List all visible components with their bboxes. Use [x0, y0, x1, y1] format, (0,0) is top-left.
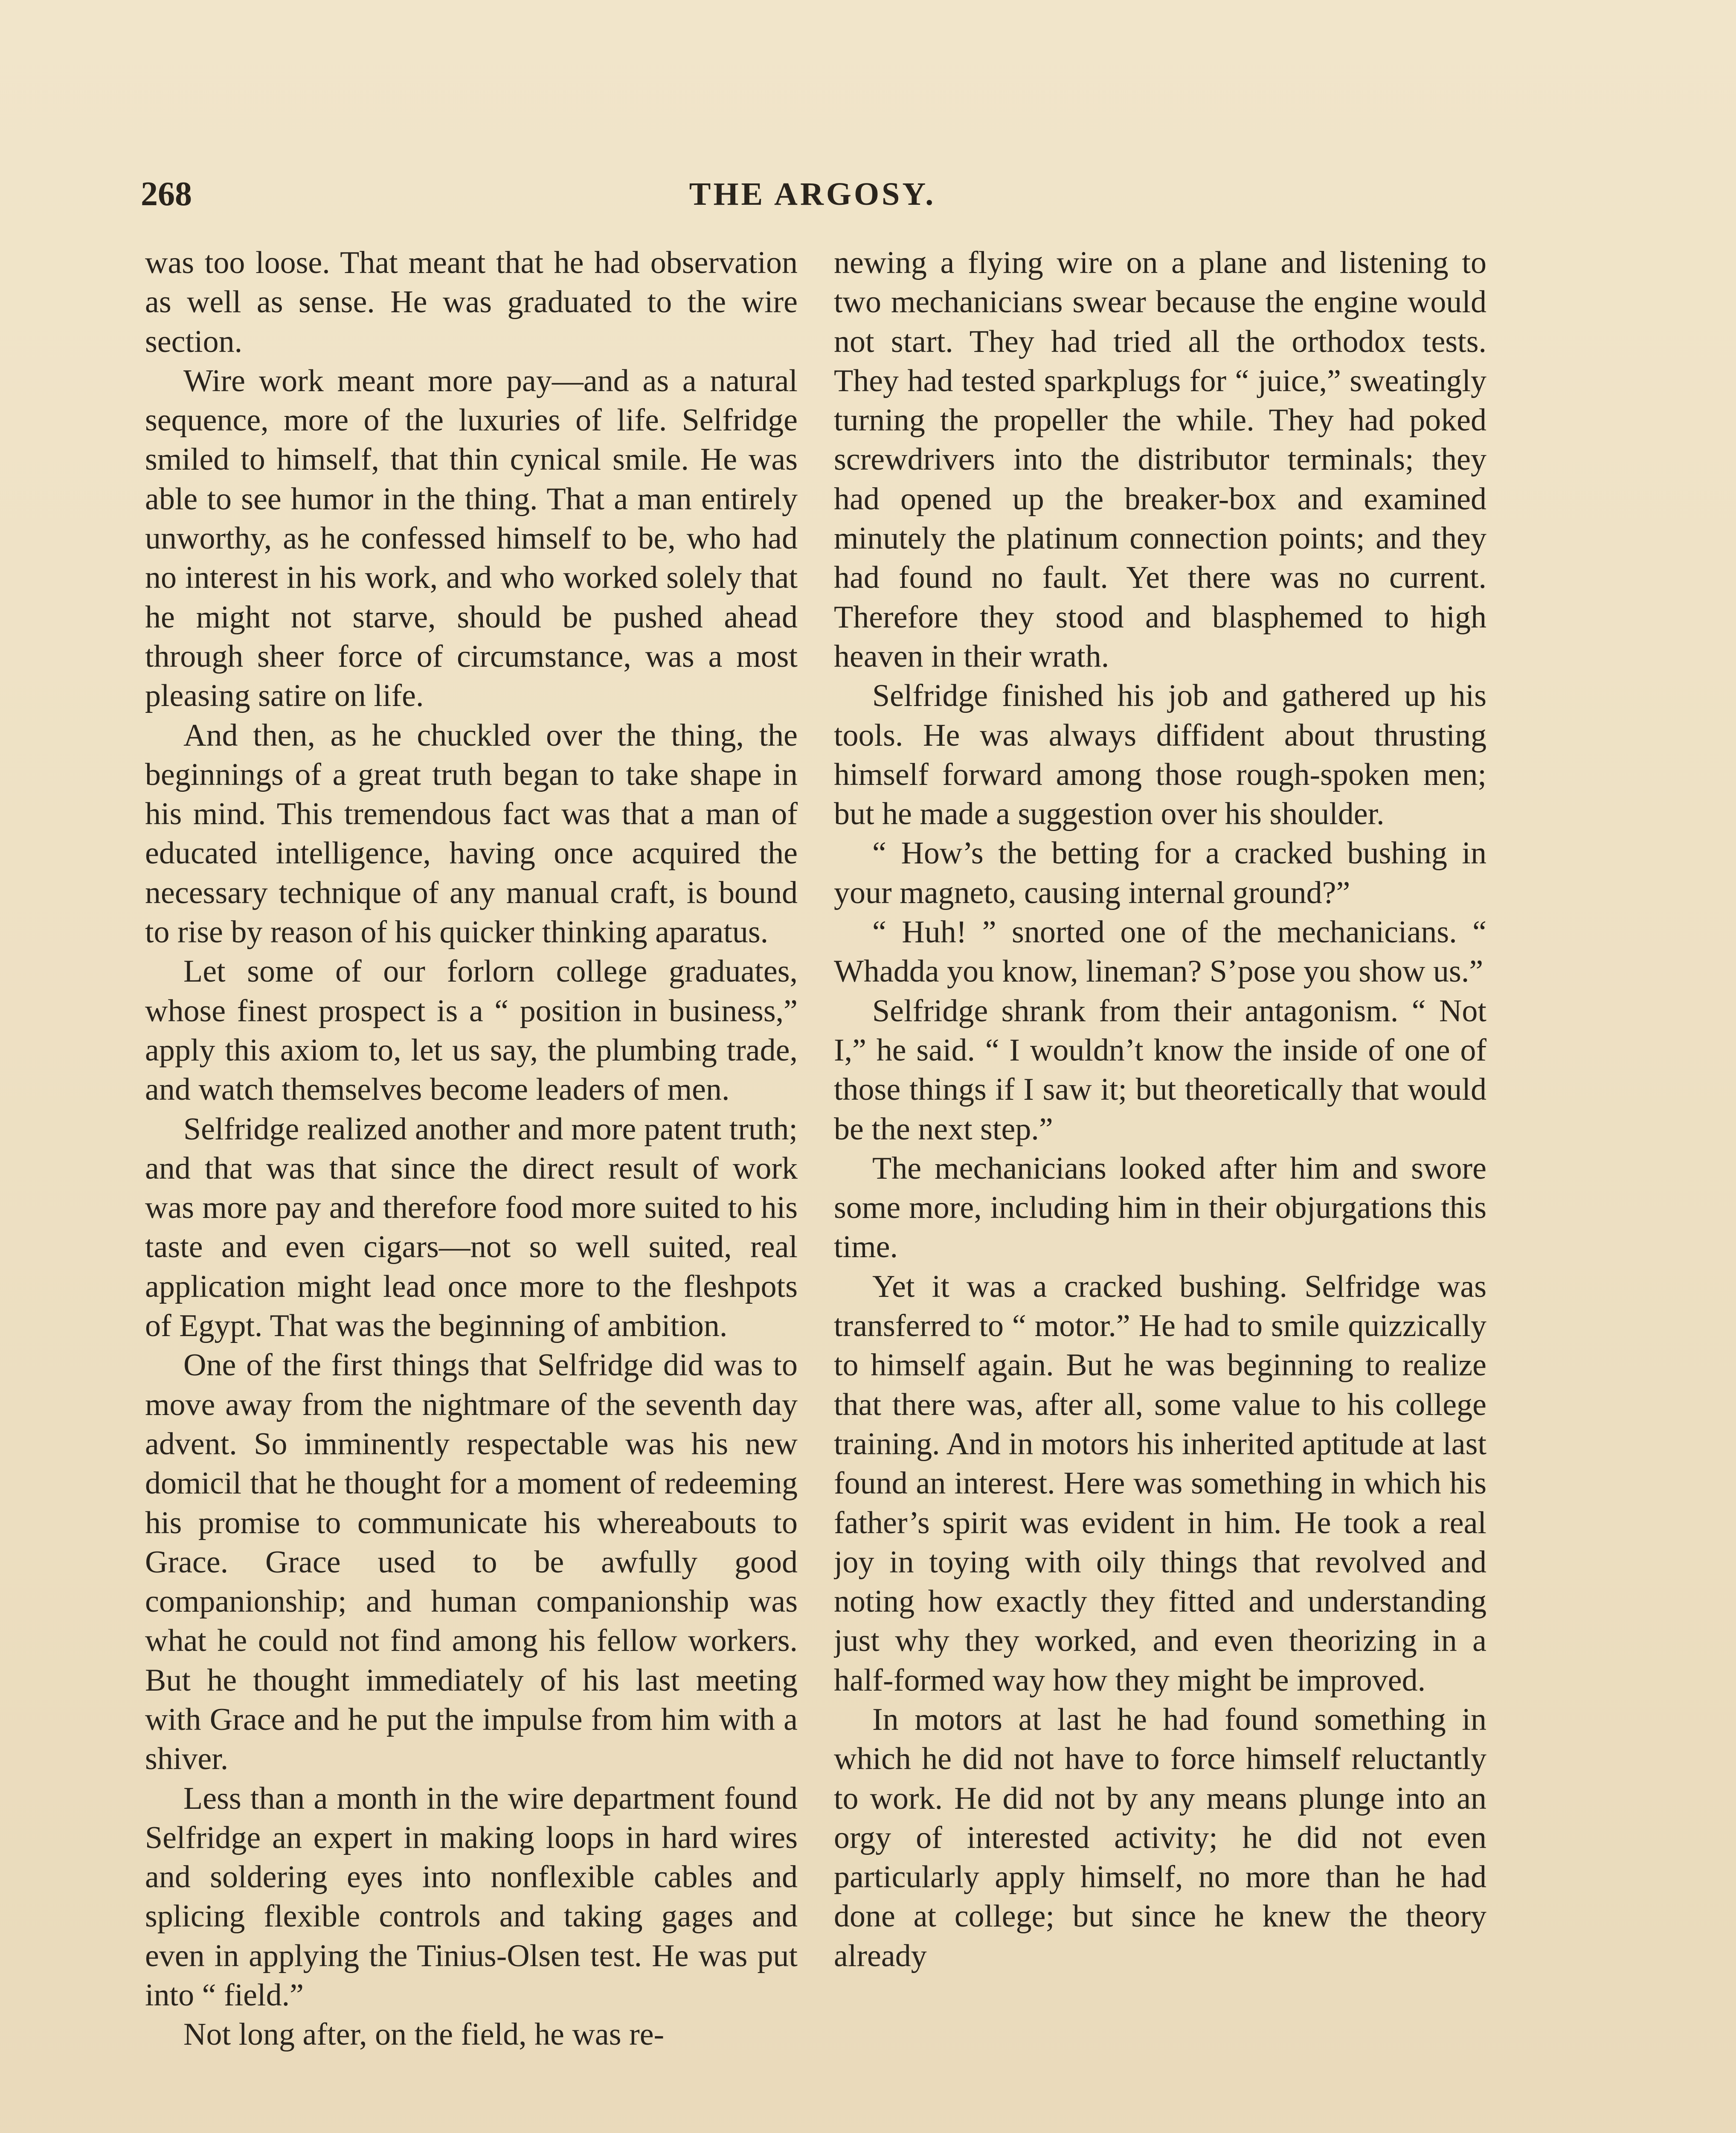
paragraph: Less than a month in the wire department found Selfridge an expert in making loops in hard wires and soldering eyes into nonflexible cables and splicing flexible controls and taking gages and even in applying the Tinius-Olsen test. He was put into “ field.”: [145, 1781, 798, 2013]
paragraph: “ How’s the betting for a cracked bushing in your magneto, causing internal ground?”: [834, 836, 1486, 910]
page-number: 268: [141, 175, 192, 213]
paragraph: In motors at last he had found something in which he did not have to force himself reluctantly to work. He did not by any means plunge into an orgy of interested activity; he did not even particularly apply himself, no more than he had done at college; but since he knew the theory already: [834, 1702, 1486, 1973]
paragraph: Selfridge finished his job and gathered up his tools. He was always diffident about thrusting himself forward among those rough-spoken men; but he made a suggestion over his shoulder.: [834, 678, 1486, 832]
paragraph: was too loose. That meant that he had observation as well as sense. He was graduated to the wire section.: [145, 245, 798, 359]
paragraph: Yet it was a cracked bushing. Selfridge was transferred to “ motor.” He had to smile quizzically to himself again. But he was beginning to realize that there was, after all, some value to his college training. And in motors his inherited aptitude at last found an interest. Here was something in which his father’s spirit was evident in him. He took a real joy in toying with oily things that revolved and noting how exactly they fitted and understanding just why they worked, and even theorizing in a half-formed way how they might be improved.: [834, 1269, 1486, 1698]
paragraph: “ Huh! ” snorted one of the mechanicians. “ Whadda you know, lineman? S’pose you show us.”: [834, 915, 1486, 989]
paragraph: Selfridge realized another and more patent truth; and that was that since the direct result of work was more pay and therefore food more suited to his taste and even cigars—not so well suited, real application might lead once more to the fleshpots of Egypt. That was the beginning of ambition.: [145, 1111, 798, 1344]
paragraph: And then, as he chuckled over the thing, the beginnings of a great truth began to take shape in his mind. This tremendous fact was that a man of educated intelligence, having once acquired the necessary technique of any manual craft, is bound to rise by reason of his quicker thinking aparatus.: [145, 718, 798, 950]
running-head: THE ARGOSY.: [689, 176, 936, 212]
paragraph: The mechanicians looked after him and swore some more, including him in their objurgations this time.: [834, 1151, 1486, 1265]
right-column: [834, 243, 1486, 2133]
paragraph: One of the first things that Selfridge did was to move away from the nightmare of the seventh day advent. So imminently respectable was his new domicil that he thought for a moment of redeeming his promise to communicate his whereabouts to Grace. Grace used to be awfully good companionship; and human companionship was what he could not find among his fellow workers. But he thought immediately of his last meeting with Grace and he put the impulse from him with a shiver.: [145, 1348, 798, 1777]
paragraph: Wire work meant more pay—and as a natural sequence, more of the luxuries of life. Selfridge smiled to himself, that thin cynical smile. He was able to see humor in the thing. That a man entirely unworthy, as he confessed himself to be, who had no interest in his work, and who worked solely that he might not starve, should be pushed ahead through sheer force of circumstance, was a most pleasing satire on life.: [145, 363, 798, 714]
page-header: [141, 171, 1484, 218]
left-column: [145, 243, 798, 2133]
paragraph: Let some of our forlorn college graduates, whose finest prospect is a “ position in business,” apply this axiom to, let us say, the plumbing trade, and watch themselves become leaders of men.: [145, 954, 798, 1107]
paragraph: newing a flying wire on a plane and listening to two mechanicians swear because the engine would not start. They had tried all the orthodox tests. They had tested sparkplugs for “ juice,” sweatingly turning the propeller the while. They had poked screwdrivers into the distributor terminals; they had opened up the breaker-box and examined minutely the platinum connection points; and they had found no fault. Yet there was no current. Therefore they stood and blasphemed to high heaven in their wrath.: [834, 245, 1486, 674]
paragraph: Selfridge shrank from their antagonism. “ Not I,” he said. “ I wouldn’t know the inside of one of those things if I saw it; but theoretically that would be the next step.”: [834, 993, 1486, 1147]
paragraph: Not long after, on the field, he was re-: [183, 2017, 665, 2052]
